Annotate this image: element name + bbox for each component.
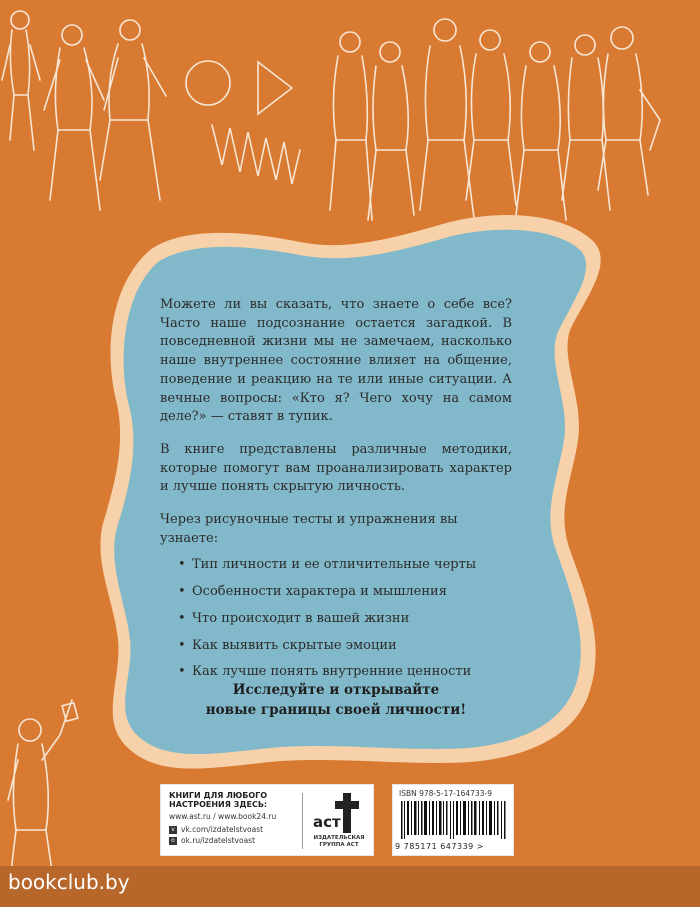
figure-sketch-bottom-left xyxy=(8,700,78,885)
site-watermark: bookclub.by xyxy=(8,870,130,894)
crowd-sketch-top xyxy=(2,11,660,220)
features-list xyxy=(160,556,512,682)
feature-item: • Как лучше понять внутренние ценности xyxy=(178,663,512,682)
ast-caption-line-2: ГРУППА АСТ xyxy=(319,842,359,848)
description-paragraph-2: В книге представлены различные методики, которые помогут вам проанализировать характер и лучше понять скрытую личность. xyxy=(160,441,512,495)
feature-item: • Как выявить скрытые эмоции xyxy=(178,637,512,656)
barcode-icon xyxy=(401,801,509,839)
info-divider xyxy=(302,793,303,849)
description-paragraph-1: Можете ли вы сказать, что знаете о себе все? Часто наше подсознание остается загадкой. В повседневной жизни мы не замечаем, насколько наше внутреннее состояние влияет на общение, поведение и реакцию на те или иные ситуации. А вечные вопросы: «Кто я? Чего хочу на самом деле?» — ставят в тупик. xyxy=(160,297,512,425)
ast-caption xyxy=(307,835,371,849)
ast-logo xyxy=(311,789,367,835)
ast-caption-line-1: ИЗДАТЕЛЬСКАЯ xyxy=(313,835,365,841)
ast-logo-text: аст xyxy=(313,813,341,831)
features-intro: Через рисуночные тесты и упражнения вы узнаете: xyxy=(160,512,458,546)
feature-item: • Тип личности и ее отличительные черты xyxy=(178,556,512,575)
feature-item: • Особенности характера и мышления xyxy=(178,583,512,602)
publisher-heading-line-1: КНИГИ ДЛЯ ЛЮБОГО xyxy=(169,791,268,800)
isbn-text: ISBN 978-5-17-164733-9 xyxy=(399,789,492,798)
publisher-websites[interactable]: www.ast.ru / www.book24.ru xyxy=(169,812,277,821)
publisher-info-box xyxy=(160,784,374,856)
vk-icon: v xyxy=(169,826,177,834)
ok-url: ok.ru/izdatelstvoast xyxy=(181,836,256,845)
book-description xyxy=(160,296,512,690)
callout-line-1: Исследуйте и открывайте xyxy=(232,682,440,698)
vk-link[interactable] xyxy=(169,825,299,834)
callout-line-2: новые границы своей личности! xyxy=(205,702,467,718)
ok-link[interactable] xyxy=(169,836,299,845)
publisher-heading-line-2: НАСТРОЕНИЯ ЗДЕСЬ: xyxy=(169,800,268,809)
barcode-box xyxy=(392,784,514,856)
ean-digits: 9 785171 647339 > xyxy=(395,842,484,851)
ok-icon: o xyxy=(169,837,177,845)
callout-text xyxy=(160,680,512,720)
publisher-links xyxy=(169,791,299,845)
vk-url: vk.com/izdatelstvoast xyxy=(181,825,264,834)
feature-item: • Что происходит в вашей жизни xyxy=(178,610,512,629)
